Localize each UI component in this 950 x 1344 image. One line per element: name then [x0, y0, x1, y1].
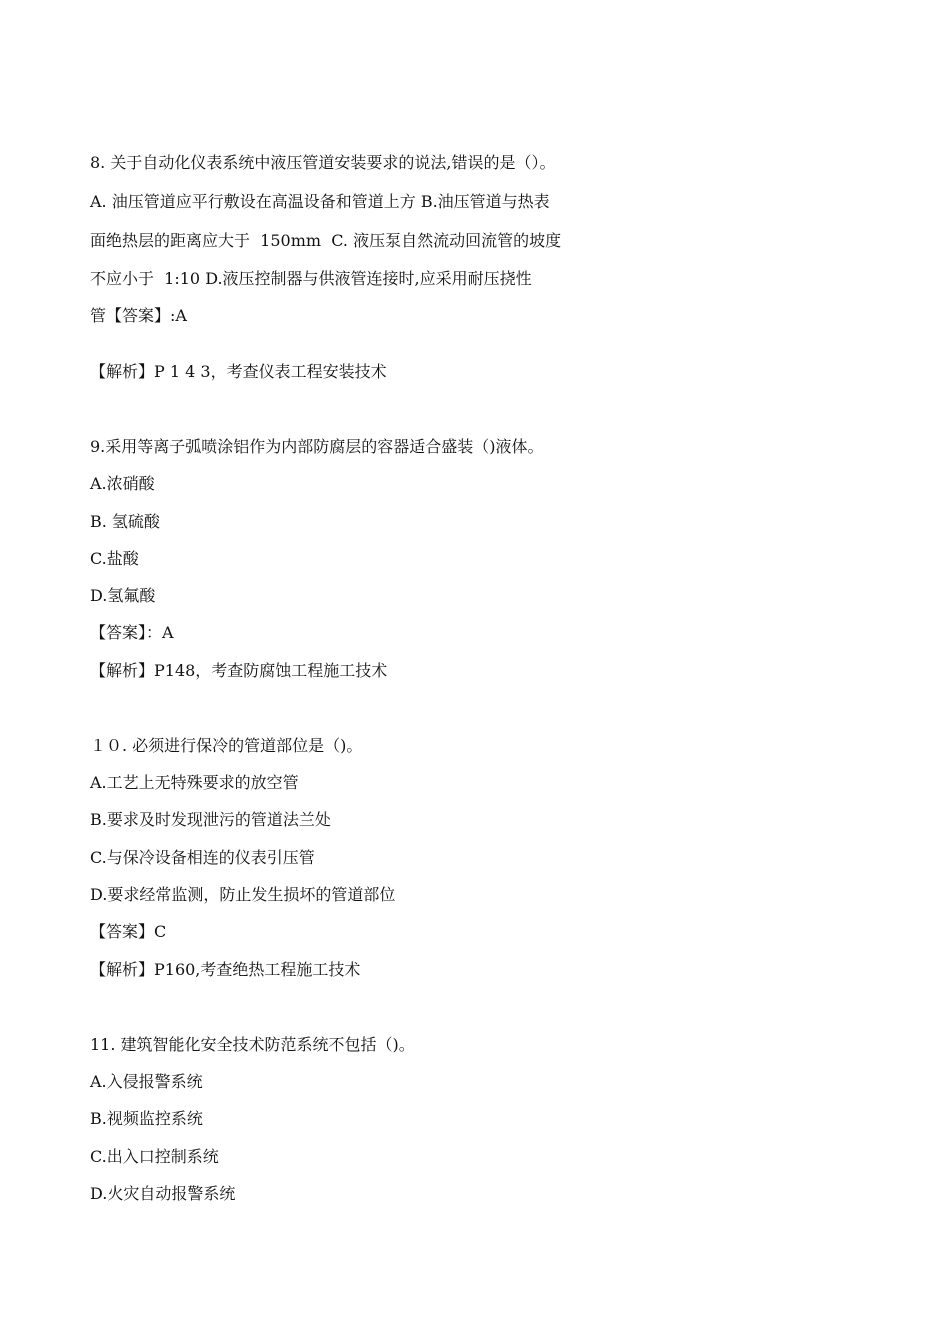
question-10-text: １０. 必须进行保冷的管道部位是（)。 [90, 736, 363, 755]
question-10-option-c: C.与保冷设备相连的仪表引压管 [90, 848, 315, 867]
question-11-option-b: B.视频监控系统 [90, 1109, 203, 1128]
question-11-text: 11. 建筑智能化安全技术防范系统不包括（)。 [90, 1035, 415, 1054]
question-9-answer: 【答案】：A [90, 623, 174, 642]
question-11-option-d: D.火灾自动报警系统 [90, 1184, 236, 1203]
question-9-text: 9.采用等离子弧喷涂铝作为内部防腐层的容器适合盛装（)液体。 [90, 437, 544, 456]
question-10-option-d: D.要求经常监测，防止发生损坏的管道部位 [90, 885, 396, 904]
question-8-line-3: 面绝热层的距离应大于 150mm C. 液压泵自然流动回流管的坡度 [90, 231, 562, 250]
question-10-analysis: 【解析】P160,考查绝热工程施工技术 [90, 960, 361, 979]
question-8-line-1: 8. 关于自动化仪表系统中液压管道安装要求的说法,错误的是（）。 [90, 153, 556, 172]
question-10-answer: 【答案】C [90, 922, 167, 941]
question-9-option-b: B. 氢硫酸 [90, 512, 160, 531]
question-8-line-5: 管【答案】:A [90, 306, 187, 325]
question-11-option-c: C.出入口控制系统 [90, 1147, 219, 1166]
question-8-line-2: A. 油压管道应平行敷设在高温设备和管道上方 B.油压管道与热表 [90, 192, 550, 211]
question-8-analysis: 【解析】P 1 4 3，考查仪表工程安装技术 [90, 362, 387, 381]
question-9-option-c: C.盐酸 [90, 549, 139, 568]
question-10-option-b: B.要求及时发现泄污的管道法兰处 [90, 810, 331, 829]
question-9-analysis: 【解析】P148，考查防腐蚀工程施工技术 [90, 661, 388, 680]
question-9-option-a: A.浓硝酸 [90, 474, 155, 493]
question-11-option-a: A.入侵报警系统 [90, 1072, 203, 1091]
question-9-option-d: D.氢氟酸 [90, 586, 156, 605]
question-8-line-4: 不应小于 1:10 D.液压控制器与供液管连接时,应采用耐压挠性 [90, 269, 532, 288]
question-10-option-a: A.工艺上无特殊要求的放空管 [90, 773, 299, 792]
